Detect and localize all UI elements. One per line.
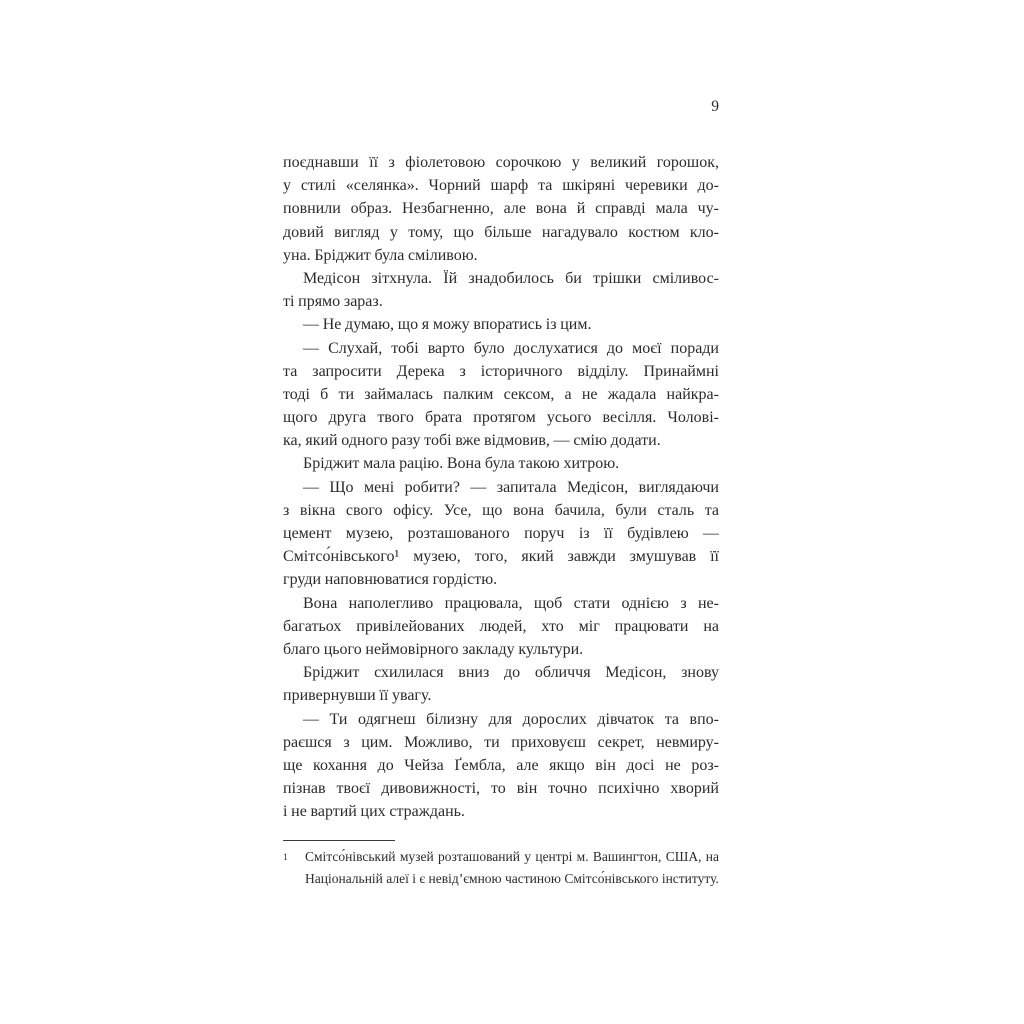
- text-line: і не вартий цих страждань.: [283, 803, 465, 821]
- body-text: [283, 151, 719, 823]
- text-line: поєднавши її з фіолетовою сорочкою у великий горошок,: [283, 154, 719, 171]
- footnote-line: Смітсо́нівський музей розташований у центрі м. Вашингтон, США, на: [305, 849, 719, 864]
- text-line: цемент музею, розташованого поруч із її будівлею —: [283, 525, 719, 542]
- text-line: Вона наполегливо працювала, щоб стати однією з не-: [303, 594, 719, 612]
- page-number: 9: [711, 98, 719, 115]
- text-line: у стилі «селянка». Чорний шарф та шкіряні черевики до-: [283, 177, 719, 195]
- text-line: щого друга твого брата протягом усього весілля. Чолові-: [283, 409, 719, 427]
- text-line: ті прямо зараз.: [283, 293, 383, 311]
- text-line: Смітсо́нівського¹ музею, того, який завжди змушував її: [283, 548, 719, 566]
- text-line: довий вигляд у тому, що більше нагадувало костюм кло-: [283, 223, 719, 241]
- text-line: ка, який одного разу тобі вже відмовив, — смію додати.: [283, 432, 661, 450]
- text-line: — Ти одягнеш білизну для дорослих дівчаток та впо-: [303, 710, 719, 728]
- text-line: раєшся з цим. Можливо, ти приховуєш секрет, невмиру-: [283, 733, 719, 751]
- text-line: груди наповнюватися гордістю.: [283, 571, 498, 589]
- text-line: — Не думаю, що я можу впоратись із цим.: [303, 316, 592, 334]
- text-line: благо цього неймовірного закладу культури.: [283, 640, 584, 658]
- footnote-divider: [283, 840, 395, 841]
- text-line: та запросити Дерека з історичного відділу. Принаймні: [283, 362, 719, 380]
- footnote-text: [305, 846, 719, 890]
- text-line: багатьох привілейованих людей, хто міг працювати на: [283, 617, 719, 635]
- text-line: — Що мені робити? — запитала Медісон, виглядаючи: [303, 478, 719, 496]
- footnote: [283, 846, 719, 890]
- text-line: ще кохання до Чейза Ґембла, але якщо він досі не роз-: [283, 756, 719, 774]
- text-line: уна. Бріджит була сміливою.: [283, 246, 478, 264]
- text-line: з вікна свого офісу. Усе, що вона бачила, були сталь та: [283, 501, 719, 519]
- text-line: пізнав твоєї дивовижності, то він точно психічно хворий: [283, 780, 719, 798]
- text-line: Медісон зітхнула. Їй знадобилось би трішки сміливос-: [303, 269, 719, 287]
- text-line: повнили образ. Незбагненно, але вона й справді мала чу-: [283, 200, 719, 218]
- text-line: Бріджит мала рацію. Вона була такою хитрою.: [303, 455, 620, 473]
- text-line: — Слухай, тобі варто було дослухатися до моєї поради: [303, 339, 719, 357]
- footnote-line: Національній алеї і є невід’ємною частиною Смітсо́нівського інституту.: [305, 871, 719, 886]
- text-line: Бріджит схилилася вниз до обличчя Медісон, знову: [303, 664, 719, 682]
- text-line: тоді б ти займалась палким сексом, а не жадала найкра-: [283, 385, 719, 403]
- footnote-marker: 1: [283, 853, 288, 863]
- text-line: привернувши її увагу.: [283, 687, 432, 705]
